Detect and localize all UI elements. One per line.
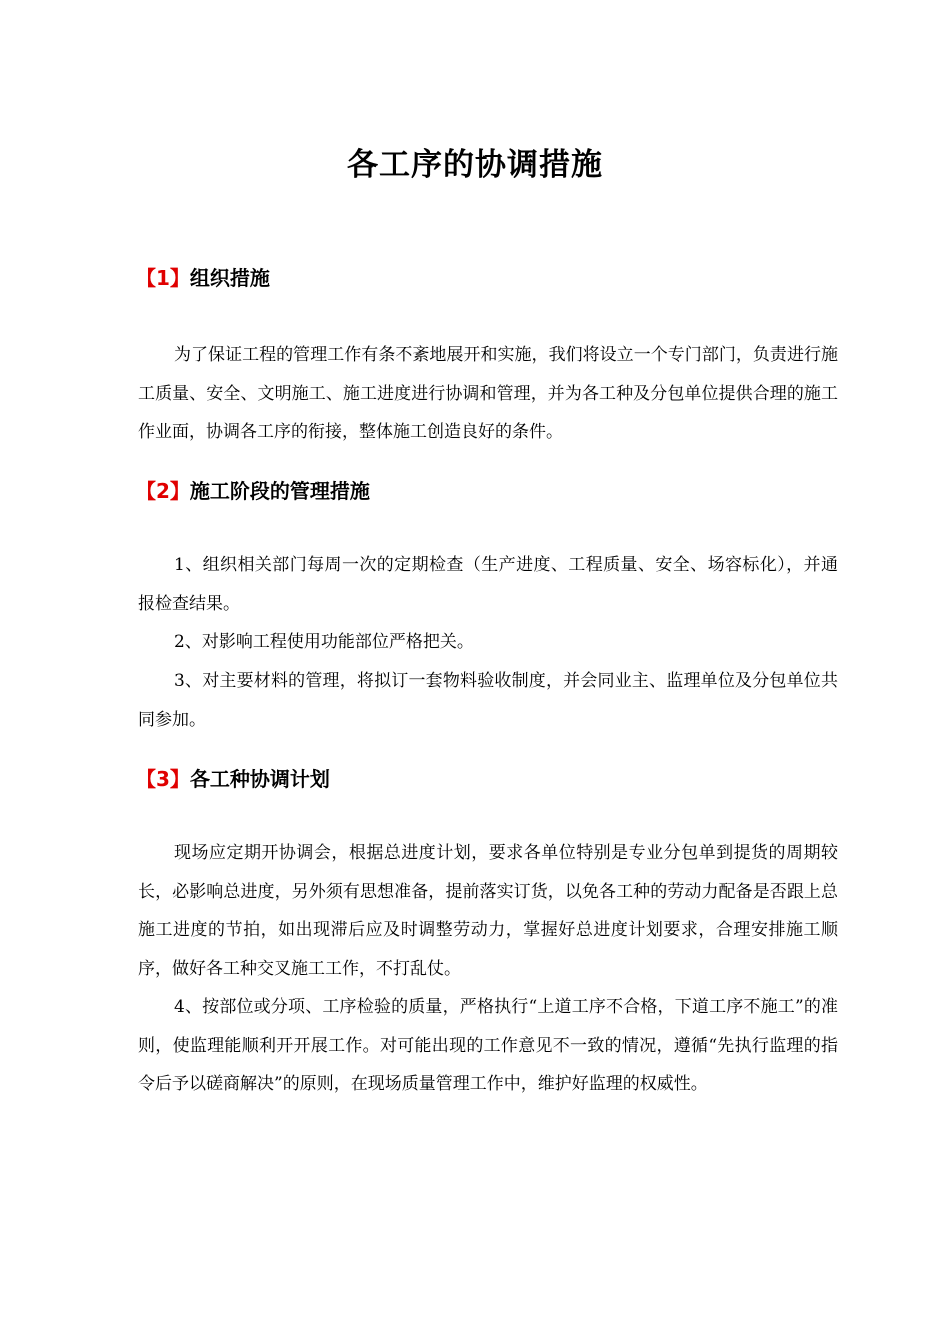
section-number: 【2】 [136,479,190,503]
paragraph: 2、对影响工程使用功能部位严格把关。 [174,632,474,652]
paragraph: 1、组织相关部门每周一次的定期检查（生产进度、工程质量、安全、场容标化），并通报检查结果。 [138,555,838,614]
section-number: 【1】 [136,266,190,290]
section-title: 组织措施 [189,266,270,290]
paragraph: 现场应定期开协调会，根据总进度计划，要求各单位特别是专业分包单到提货的周期较长，必影响总进度，另外须有思想准备，提前落实订货，以免各工种的劳动力配备是否跟上总施工进度的节拍，如出现滞后应及时调整劳动力，掌握好总进度计划要求，合理安排施工顺序，做好各工种交叉施工工作，不打乱仗。 [138,843,838,979]
section-heading-2 [136,476,370,506]
paragraph: 3、对主要材料的管理，将拟订一套物料验收制度，并会同业主、监理单位及分包单位共同参加。 [138,671,838,730]
section-title: 各工种协调计划 [189,767,330,791]
section-title: 施工阶段的管理措施 [189,479,370,503]
paragraph: 4、按部位或分项、工序检验的质量，严格执行“上道工序不合格，下道工序不施工”的准则，使监理能顺利开开展工作。对可能出现的工作意见不一致的情况，遵循“先执行监理的指令后予以磋商解决”的原则，在现场质量管理工作中，维护好监理的权威性。 [138,997,838,1094]
document-title: 各工序的协调措施 [347,147,603,183]
section-heading-1 [136,263,270,293]
paragraph: 为了保证工程的管理工作有条不紊地展开和实施，我们将设立一个专门部门，负责进行施工质量、安全、文明施工、施工进度进行协调和管理，并为各工种及分包单位提供合理的施工作业面，协调各工序的衔接，整体施工创造良好的条件。 [138,345,838,442]
section-number: 【3】 [136,767,190,791]
section-heading-3 [136,764,330,794]
